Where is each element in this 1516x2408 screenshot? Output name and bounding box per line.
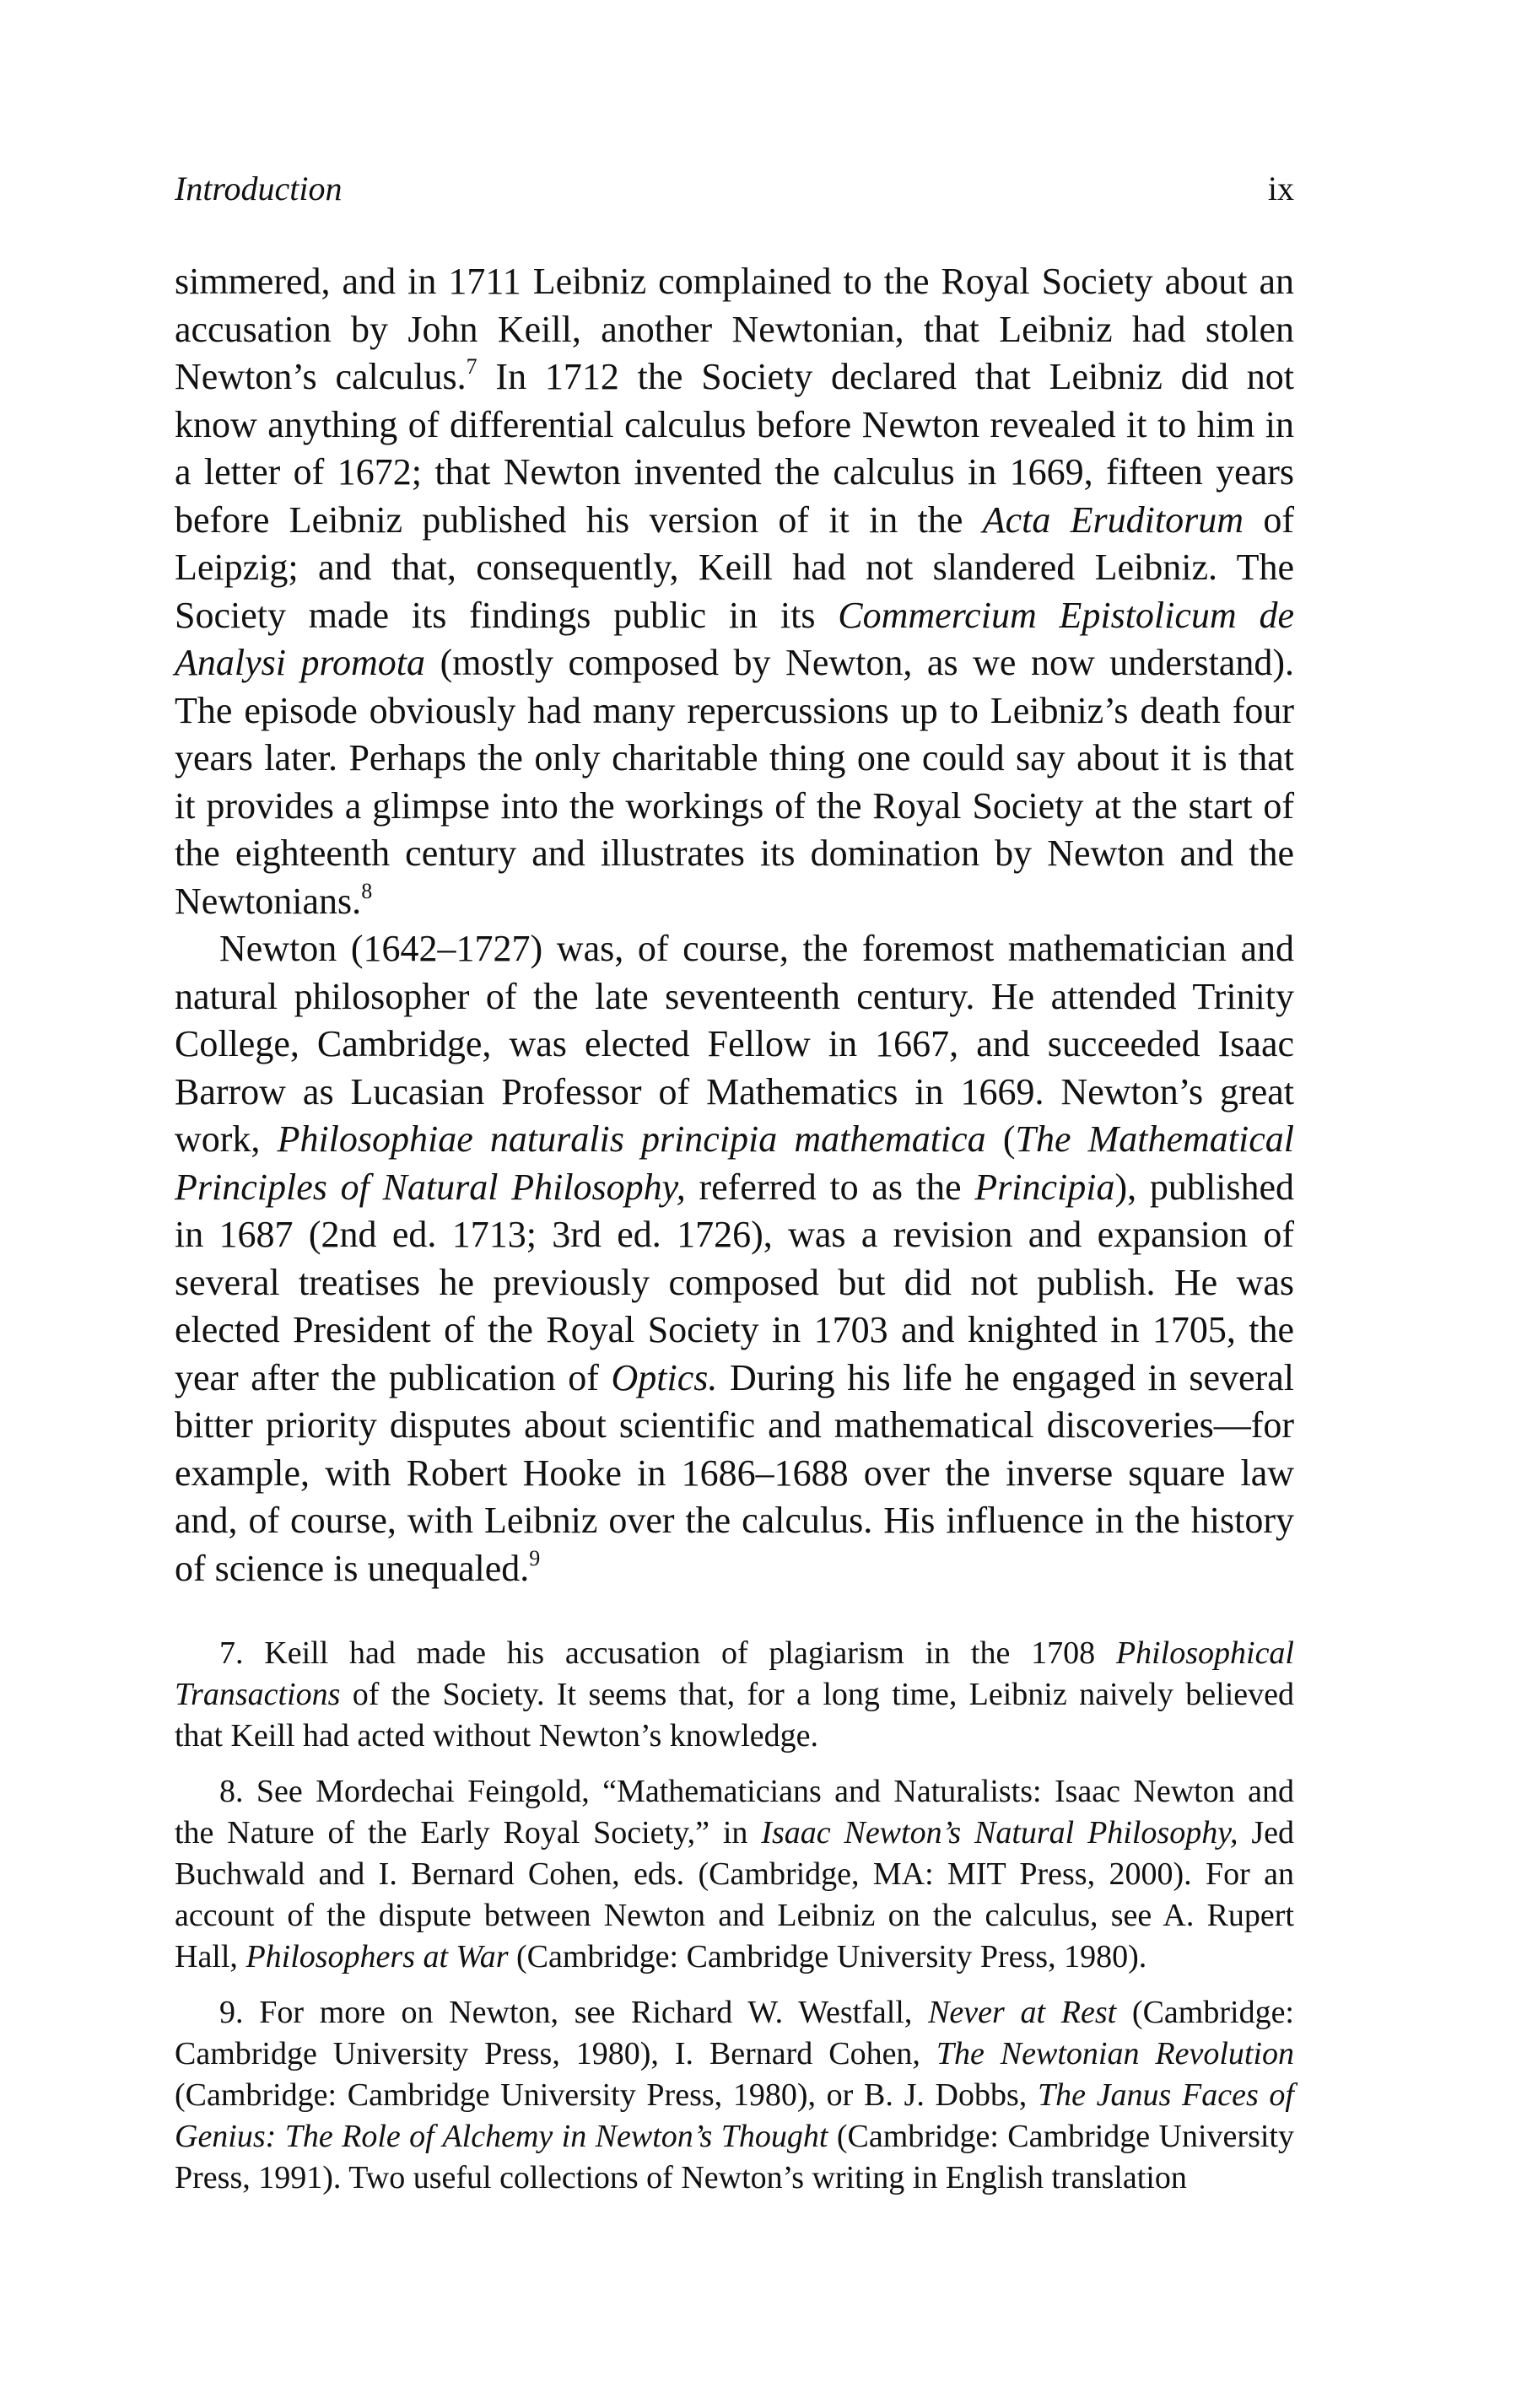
- text-segment: (mostly composed by Newton, as we now understand). The episode obviously had many repercussions up to Leibniz’s death four years later. Perhaps the only charitable thing one could say about it is that it provides a glimpse into the workings of the Royal Society at the start of the eighteenth century and illustrates its domination by Newton and the Newtonians.: [175, 642, 1294, 922]
- title-newtonian-revolution: The Newtonian Revolution: [936, 2036, 1294, 2071]
- text-segment: 7. Keill had made his accusation of plagiarism in the 1708: [219, 1635, 1116, 1671]
- text-segment: of the Society. It seems that, for a long time, Leibniz naively believed that Keill had acted without Newton’s knowledge.: [175, 1677, 1294, 1753]
- title-isaac-newtons-natural-philosophy: Isaac Newton’s Natural Philosophy,: [761, 1815, 1238, 1850]
- text-segment: simmered, and in 1711 Leibniz complained to the Royal Society about an accusation by John Keill, another Newtonian, that Leibniz had stolen Newton’s calculus.: [175, 261, 1294, 397]
- footnote-ref-8: 8: [361, 878, 373, 903]
- body-text: [175, 258, 1294, 1592]
- text-segment: (Cambridge: Cambridge University Press, 1980), or B. J. Dobbs,: [175, 2077, 1038, 2113]
- text-segment: 9. For more on Newton, see Richard W. Westfall,: [219, 1995, 929, 2030]
- text-segment: (Cambridge: Cambridge University Press, 1980).: [508, 1939, 1147, 1974]
- footnote-7: [175, 1633, 1294, 1757]
- running-title: Introduction: [175, 170, 343, 207]
- title-acta-eruditorum: Acta Eruditorum: [982, 498, 1244, 541]
- title-principia-english: The Mathematical Principles of Natural Philosophy,: [175, 1118, 1294, 1208]
- text-segment: referred to as the: [685, 1166, 975, 1208]
- footnotes: [175, 1633, 1294, 2213]
- text-segment: (Cambridge: Cambridge University Press, 1991). Two useful collections of Newton’s writing in English translation: [175, 2119, 1294, 2195]
- title-optics: Optics.: [611, 1356, 718, 1398]
- page-number: ix: [1267, 170, 1294, 207]
- footnote-ref-9: 9: [529, 1545, 541, 1570]
- title-philosophical-transactions: Philosophical Transactions: [175, 1635, 1294, 1712]
- text-segment: of Leipzig; and that, consequently, Keill had not slandered Leibniz. The Society made its findings public in its: [175, 498, 1295, 636]
- title-principia-latin: Philosophiae naturalis principia mathematica: [277, 1118, 986, 1160]
- title-commercium-epistolicum: Commercium Epistolicum de Analysi promota: [175, 594, 1294, 683]
- text-segment: Newton (1642–1727) was, of course, the foremost mathematician and natural philosopher of the late seventeenth century. He attended Trinity College, Cambridge, was elected Fellow in 1667, and succeeded Isaac Barrow as Lucasian Professor of Mathematics in 1669. Newton’s great work,: [175, 928, 1294, 1160]
- footnote-9: [175, 1992, 1294, 2199]
- footnote-ref-7: 7: [466, 354, 477, 379]
- title-principia-short: Principia: [974, 1166, 1115, 1208]
- text-segment: 8. See Mordechai Feingold, “Mathematicians and Naturalists: Isaac Newton and the Nature of the Early Royal Society,” in: [175, 1774, 1294, 1850]
- text-segment: In 1712 the Society declared that Leibniz did not know anything of differential calculus before Newton revealed it to him in a letter of 1672; that Newton invented the calculus in 1669, fifteen years before Leibniz published his version of it in the: [175, 356, 1295, 541]
- title-philosophers-at-war: Philosophers at War: [245, 1939, 509, 1974]
- text-segment: (Cambridge: Cambridge University Press, 1980), I. Bernard Cohen,: [175, 1995, 1294, 2071]
- text-segment: Jed Buchwald and I. Bernard Cohen, eds. (Cambridge, MA: MIT Press, 2000). For an account of the dispute between Newton and Leibniz on the calculus, see A. Rupert Hall,: [175, 1815, 1295, 1974]
- text-segment: (: [985, 1118, 1016, 1160]
- paragraph-newton-bio: [175, 925, 1294, 1592]
- text-segment: During his life he engaged in several bitter priority disputes about scientific and mathematical discoveries—for example, with Robert Hooke in 1686–1688 over the inverse square law and, of course, with Leibniz over the calculus. His influence in the history of science is unequaled.: [175, 1356, 1294, 1589]
- text-segment: ), published in 1687 (2nd ed. 1713; 3rd ed. 1726), was a revision and expansion of several treatises he previously composed but did not publish. He was elected President of the Royal Society in 1703 and knighted in 1705, the year after the publication of: [175, 1166, 1294, 1398]
- paragraph-leibniz-dispute: [175, 258, 1294, 925]
- title-never-at-rest: Never at Rest: [928, 1995, 1117, 2030]
- footnote-8: [175, 1771, 1294, 1978]
- title-janus-faces-of-genius: The Janus Faces of Genius: The Role of Alchemy in Newton’s Thought: [175, 2077, 1294, 2154]
